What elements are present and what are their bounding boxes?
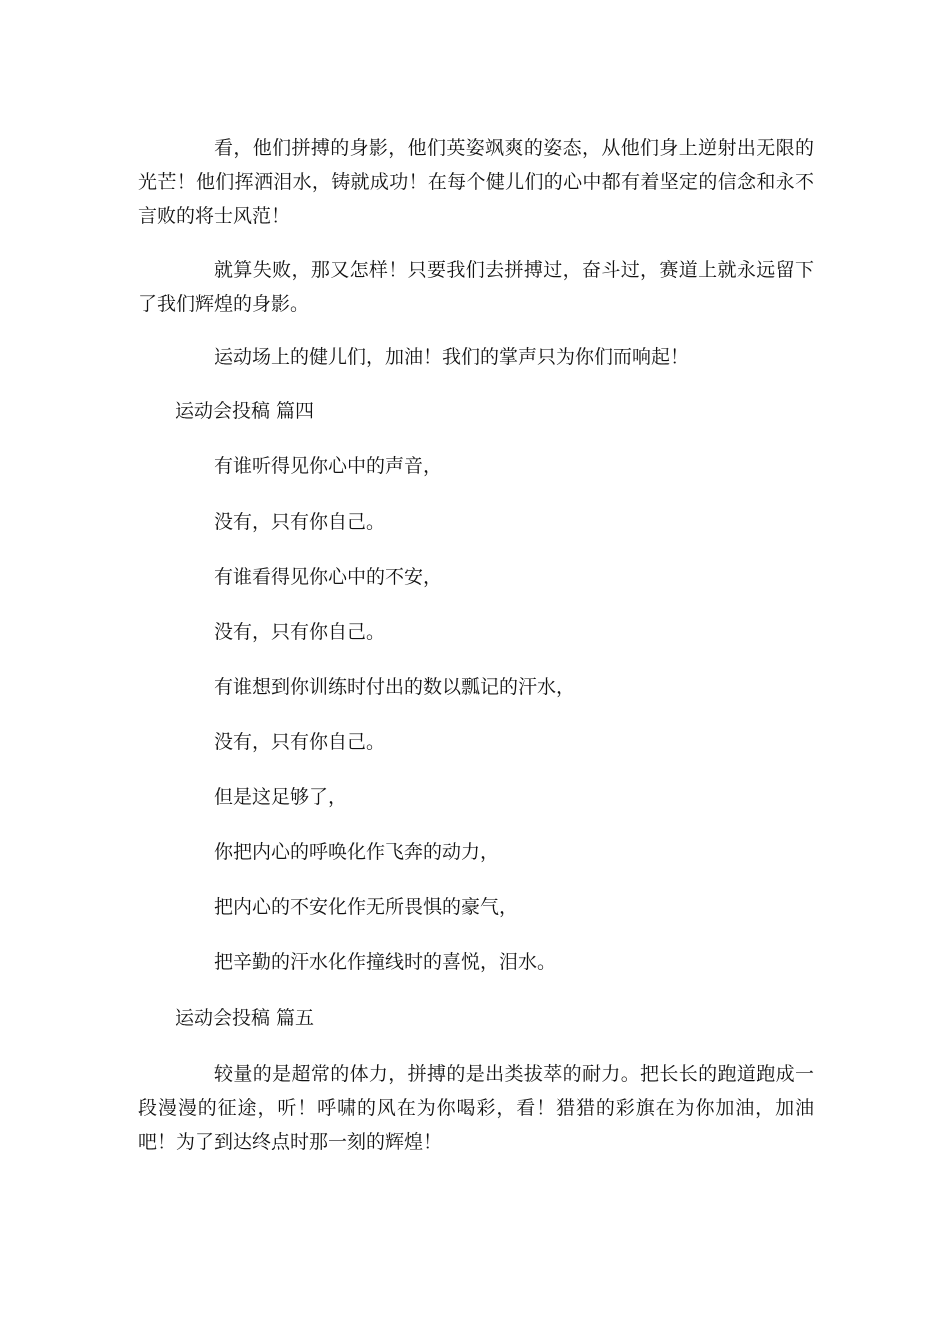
poem-line: 把内心的不安化作无所畏惧的豪气， xyxy=(214,896,519,918)
section-heading-four: 运动会投稿 篇四 xyxy=(175,400,315,422)
poem-line: 有谁看得见你心中的不安， xyxy=(214,566,443,588)
poem-line: 有谁想到你训练时付出的数以瓢记的汗水， xyxy=(214,676,576,698)
paragraph-endurance: 较量的是超常的体力，拼搏的是出类拔萃的耐力。把长长的跑道跑成一段漫漫的征途，听！呼啸的风在为你喝彩，看！猎猎的彩旗在为你加油，加油吧！为了到达终点时那一刻的辉煌！ xyxy=(138,1063,814,1153)
section-heading-five: 运动会投稿 篇五 xyxy=(175,1007,315,1029)
paragraph-cheer-athletes: 运动场上的健儿们，加油！我们的掌声只为你们而响起！ xyxy=(214,346,690,368)
paragraph-athletes-spirit: 看，他们拼搏的身影，他们英姿飒爽的姿态，从他们身上逆射出无限的光芒！他们挥洒泪水，铸就成功！在每个健儿们的心中都有着坚定的信念和永不言败的将士风范！ xyxy=(138,137,814,227)
poem-line: 有谁听得见你心中的声音， xyxy=(214,455,443,477)
poem-line: 但是这足够了， xyxy=(214,786,348,808)
poem-line: 没有，只有你自己。 xyxy=(214,731,386,753)
poem-line: 没有，只有你自己。 xyxy=(214,511,386,533)
poem-line: 你把内心的呼唤化作飞奔的动力， xyxy=(214,841,500,863)
poem-line: 把辛勤的汗水化作撞线时的喜悦，泪水。 xyxy=(214,951,557,973)
poem-line: 没有，只有你自己。 xyxy=(214,621,386,643)
paragraph-even-if-fail: 就算失败，那又怎样！只要我们去拼搏过，奋斗过，赛道上就永远留下了我们辉煌的身影。 xyxy=(138,259,814,315)
